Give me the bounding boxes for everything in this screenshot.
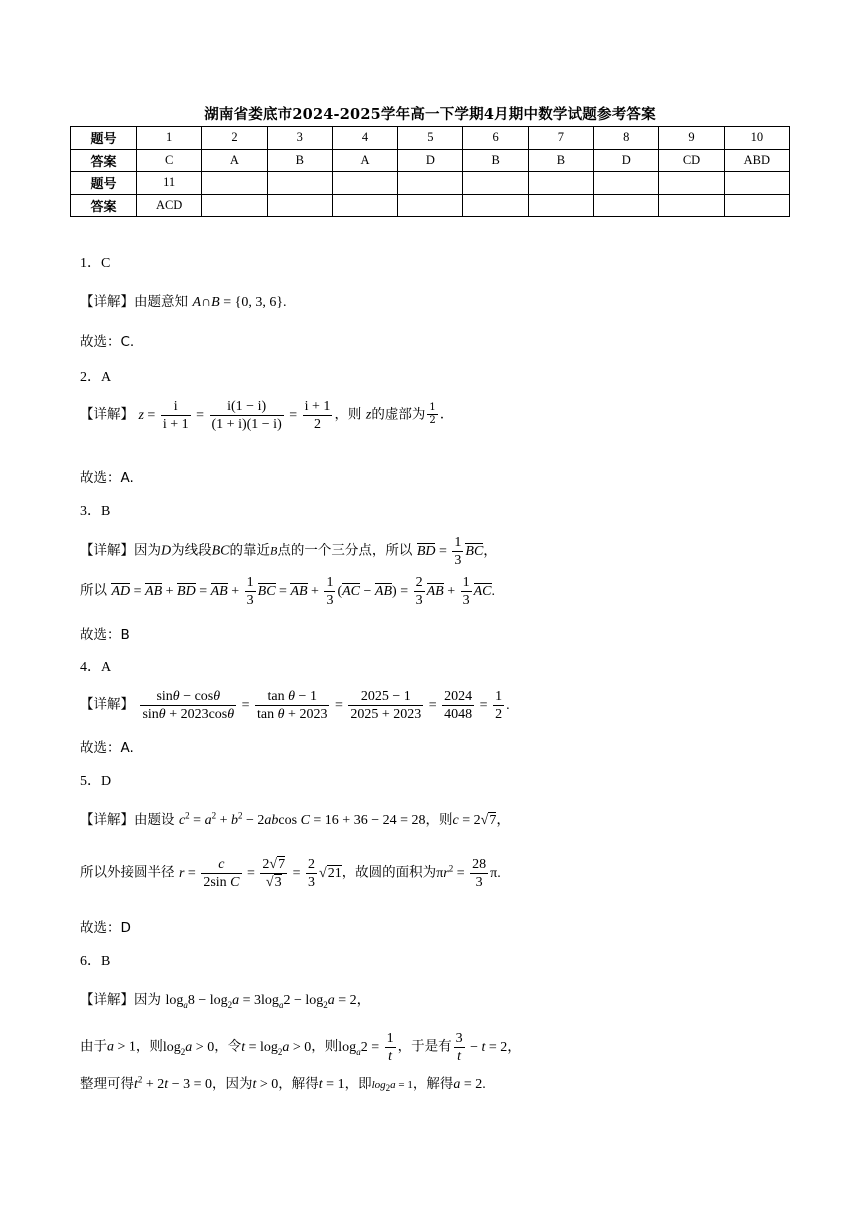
detail-text: ，解得 [278, 1076, 319, 1092]
detail-text: ，即 [344, 1076, 372, 1092]
formula: $c^2 = a^2 + b^2 - 2abcos$ C = 16 + 36 − 24 = 28 [178, 810, 426, 828]
question-5-conclusion: 故选：D [80, 920, 131, 936]
formula: $\frac{\sin\theta - \cos\theta}{\sin\theta + 2023\cos\theta}$ = $\frac{\text{tan θ − 1}}{\text{tan θ + 2023}}$ = $\frac{2025 - 1}{2025 + 2023}$ = $\frac{2024}{4048}$ = $\frac{1}{2}$ . [142, 689, 510, 722]
table-cell: 9 [659, 127, 724, 150]
table-cell [332, 194, 397, 217]
document-title: 湖南省娄底市2024-2025学年高一下学期4月期中数学试题参考答案 [204, 106, 656, 123]
detail-text: ，则 [334, 406, 362, 423]
table-cell [724, 194, 789, 217]
table-row [71, 127, 790, 150]
detail-label: 【详解】 [80, 812, 134, 828]
row-label: 答案 [71, 194, 137, 217]
detail-text: 点的一个三分点，所以 [277, 542, 413, 559]
question-1-detail [80, 290, 287, 311]
table-cell: CD [659, 149, 724, 172]
row-label: 答案 [71, 149, 137, 172]
detail-text: 所以 [80, 582, 107, 599]
table-cell [267, 194, 332, 217]
table-cell: 2 [202, 127, 267, 150]
variable-z: z [365, 407, 372, 423]
detail-text: 因为 [134, 542, 161, 559]
detail-text: ，令 [214, 1038, 242, 1055]
table-cell: D [398, 149, 463, 172]
question-1-number: 1．C [80, 256, 111, 271]
table-cell: C [137, 149, 202, 172]
formula: r = $\frac{c}{\text{2sin C}}$ = $\frac{2√7}{√3}$ = $\frac{2}{3}$ √21 [178, 857, 342, 890]
question-6-detail [80, 988, 371, 1010]
question-1-conclusion: 故选：C. [80, 334, 135, 350]
detail-text: 由于 [80, 1038, 107, 1055]
detail-text: ，则 [135, 1038, 163, 1055]
detail-text: 因为 [134, 992, 161, 1008]
formula: A∩B = {0, 3, 6}. [192, 295, 287, 310]
table-cell [528, 172, 593, 195]
question-5-number: 5．D [80, 774, 112, 789]
table-cell: 3 [267, 127, 332, 150]
table-cell: B [267, 149, 332, 172]
table-cell [398, 194, 463, 217]
question-5-detail-2: 所以外接圆半径 r = $\frac{c}{\text{2sin C}}$ = $\frac{2√7}{√3}$ = $\frac{2}{3}$ √21，故圆的面积为$\pi r^2$ = $\frac{28}{3}$ π. [80, 857, 501, 890]
question-3-detail: 【详解】因为D为线段BC的靠近B点的一个三分点，所以 BD = $\frac{1}{3}$ BC， [80, 535, 498, 568]
row-label: 题号 [71, 127, 137, 150]
formula: BD = $\frac{1}{3}$ BC， [416, 535, 498, 568]
table-cell [594, 194, 659, 217]
question-4-detail [80, 688, 510, 723]
row-label: 题号 [71, 172, 137, 195]
question-3-conclusion: 故选：B [80, 627, 130, 643]
table-cell [528, 194, 593, 217]
detail-text: 整理可得 [80, 1076, 134, 1092]
formula: AD = AB + BD = AB + $\frac{1}{3}$ BC = AB + $\frac{1}{3}$ (AC − AB) = $\frac{2}{3}$ AB + $\frac{1}{3}$ AC. [111, 575, 495, 608]
table-cell: A [332, 149, 397, 172]
table-cell [202, 194, 267, 217]
table-cell: ABD [724, 149, 789, 172]
table-cell: 5 [398, 127, 463, 150]
question-4-conclusion: 故选：A. [80, 740, 134, 756]
table-cell [267, 172, 332, 195]
detail-text: 的虚部为 [371, 406, 426, 423]
question-3-number: 3．B [80, 504, 111, 519]
table-cell: 11 [137, 172, 202, 195]
table-cell: B [463, 149, 528, 172]
table-cell: A [202, 149, 267, 172]
detail-text: ，因为 [211, 1076, 253, 1092]
question-2-detail: 【详解】 z = $\frac{i}{i + 1}$ = $\frac{i(1 - i)}{(1 + i)(1 - i)}$ = $\frac{i + 1}{2}$ ，则 z的虚部为 $\frac{1}{2}$ . [80, 399, 445, 432]
table-cell: 1 [137, 127, 202, 150]
table-cell [332, 172, 397, 195]
detail-label: 【详解】 [80, 294, 134, 310]
table-cell: 6 [463, 127, 528, 150]
table-cell: ACD [137, 194, 202, 217]
detail-text: ，则 [311, 1038, 339, 1055]
question-6-number: 6．B [80, 954, 111, 969]
table-cell: D [594, 149, 659, 172]
detail-text: ，于是有 [397, 1038, 452, 1055]
question-4-number: 4．A [80, 660, 112, 675]
table-cell [463, 194, 528, 217]
detail-text: 由题设 [134, 812, 175, 828]
detail-text: ，解得 [412, 1076, 454, 1092]
detail-text: ，则 [425, 812, 453, 828]
table-cell [659, 172, 724, 195]
detail-label: 【详解】 [80, 406, 134, 423]
table-cell: 8 [594, 127, 659, 150]
table-cell [594, 172, 659, 195]
detail-label: 【详解】 [80, 696, 134, 713]
table-cell [724, 172, 789, 195]
answer-table [70, 126, 790, 217]
table-row [71, 149, 790, 172]
fraction-half: $\frac{1}{2}$ [429, 402, 436, 427]
detail-text: 为线段 [171, 542, 212, 559]
table-cell [659, 194, 724, 217]
question-6-detail-3: 整理可得$t^2 + 2t - 3 = 0$，因为t > 0，解得t = 1，即$\log_2a = 1$，解得a = 2. [80, 1074, 486, 1094]
detail-label: 【详解】 [80, 992, 134, 1008]
table-cell: B [528, 149, 593, 172]
table-cell [463, 172, 528, 195]
table-cell: 4 [332, 127, 397, 150]
detail-text: 由题意知 [134, 294, 188, 310]
question-2-number: 2．A [80, 370, 112, 385]
detail-text: ，故圆的面积为 [341, 864, 437, 881]
table-cell [398, 172, 463, 195]
detail-text: 所以外接圆半径 [80, 864, 175, 881]
question-2-conclusion: 故选：A. [80, 470, 134, 486]
table-row [71, 172, 790, 195]
question-5-detail: 【详解】由题设 $c^2 = a^2 + b^2 - 2abcos$ C = 16 + 36 − 24 = 28，则c = 2√7， [80, 810, 511, 828]
table-row [71, 194, 790, 217]
table-cell: 7 [528, 127, 593, 150]
formula: $\log_a8 - \log_2a = 3\log_a2 - \log_2a = 2$， [165, 993, 371, 1010]
table-cell [202, 172, 267, 195]
detail-label: 【详解】 [80, 542, 134, 559]
formula: z = $\frac{i}{i + 1}$ = $\frac{i(1 - i)}{(1 + i)(1 - i)}$ = $\frac{i + 1}{2}$ [138, 399, 331, 432]
question-3-detail-2 [80, 574, 495, 609]
table-cell: 10 [724, 127, 789, 150]
detail-text: 的靠近 [229, 542, 271, 559]
question-6-detail-2: 由于a > 1，则$\log_2a > 0$，令$t = \log_2a > 0$，则$\log_a2$ = $\frac{1}{t}$ ，于是有 $\frac{3}{t}$ − t = 2， [80, 1031, 522, 1064]
